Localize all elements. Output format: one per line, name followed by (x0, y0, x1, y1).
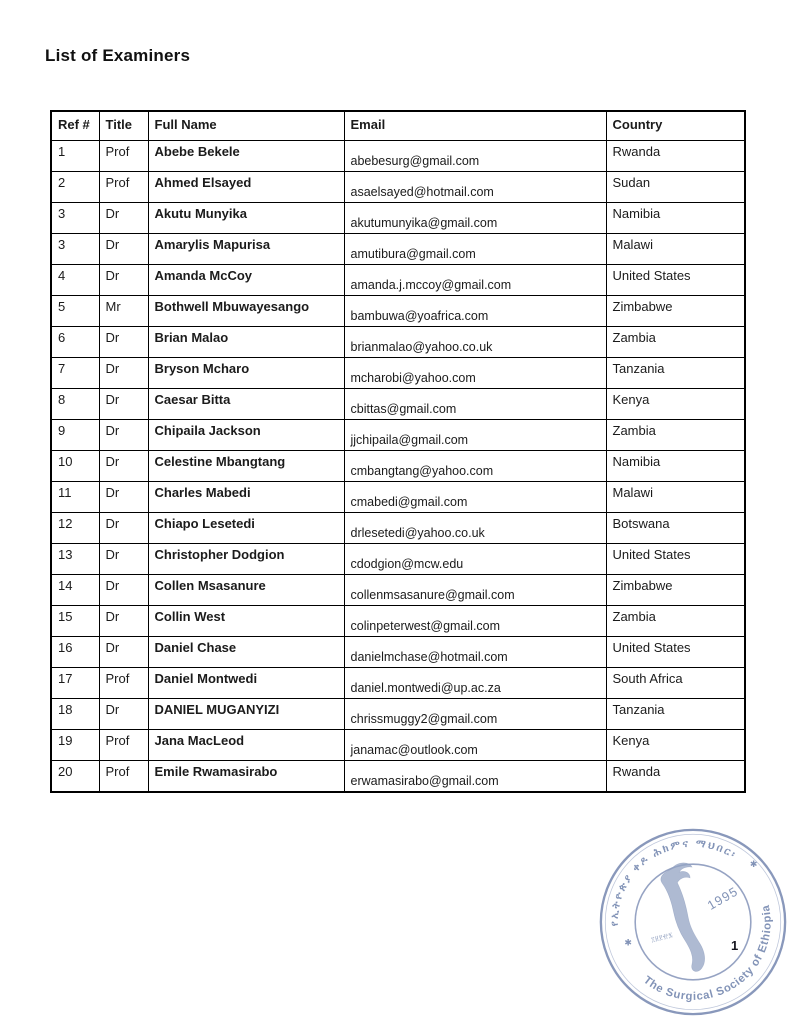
country-cell: Botswana (606, 513, 745, 544)
stamp-amharic-arc-text: የኢትዮጵያ ቀዶ ሕክምና ማህበር፡ (609, 838, 739, 927)
title-cell: Dr (99, 513, 148, 544)
header-name: Full Name (148, 111, 344, 141)
table-row (51, 296, 745, 327)
full-name-cell: DANIEL MUGANYIZI (148, 699, 344, 730)
email-cell: cmbangtang@yahoo.com (344, 451, 606, 482)
table-row (51, 513, 745, 544)
country-cell: Tanzania (606, 358, 745, 389)
title-cell: Prof (99, 172, 148, 203)
full-name-cell: Emile Rwamasirabo (148, 761, 344, 792)
title-cell: Dr (99, 544, 148, 575)
email-cell: brianmalao@yahoo.co.uk (344, 327, 606, 358)
country-cell: Sudan (606, 172, 745, 203)
email-cell: drlesetedi@yahoo.co.uk (344, 513, 606, 544)
table-row (51, 420, 745, 451)
ref-cell: 7 (51, 358, 99, 389)
stamp-year: 1995 (704, 883, 741, 913)
full-name-cell: Akutu Munyika (148, 203, 344, 234)
country-cell: Namibia (606, 451, 745, 482)
table-row (51, 668, 745, 699)
country-cell: Namibia (606, 203, 745, 234)
ref-cell: 16 (51, 637, 99, 668)
title-cell: Dr (99, 327, 148, 358)
country-cell: Zambia (606, 327, 745, 358)
full-name-cell: Amanda McCoy (148, 265, 344, 296)
stamp-emblem-icon (661, 863, 705, 972)
title-cell: Dr (99, 575, 148, 606)
email-cell: janamac@outlook.com (344, 730, 606, 761)
title-cell: Dr (99, 389, 148, 420)
full-name-cell: Caesar Bitta (148, 389, 344, 420)
title-cell: Dr (99, 482, 148, 513)
country-cell: Tanzania (606, 699, 745, 730)
table-row (51, 172, 745, 203)
page-number: 1 (731, 938, 739, 953)
title-cell: Mr (99, 296, 148, 327)
ref-cell: 19 (51, 730, 99, 761)
country-cell: United States (606, 544, 745, 575)
email-cell: asaelsayed@hotmail.com (344, 172, 606, 203)
email-cell: danielmchase@hotmail.com (344, 637, 606, 668)
table-row (51, 141, 745, 172)
table-header (51, 111, 745, 141)
full-name-cell: Collen Msasanure (148, 575, 344, 606)
table-row (51, 327, 745, 358)
ref-cell: 14 (51, 575, 99, 606)
full-name-cell: Collin West (148, 606, 344, 637)
table-row (51, 544, 745, 575)
society-stamp-seal (595, 824, 791, 1020)
email-cell: amutibura@gmail.com (344, 234, 606, 265)
table-row (51, 265, 745, 296)
country-cell: Zimbabwe (606, 296, 745, 327)
examiners-table (50, 110, 746, 793)
email-cell: collenmsasanure@gmail.com (344, 575, 606, 606)
full-name-cell: Brian Malao (148, 327, 344, 358)
email-cell: mcharobi@yahoo.com (344, 358, 606, 389)
email-cell: chrissmuggy2@gmail.com (344, 699, 606, 730)
title-cell: Prof (99, 730, 148, 761)
ref-cell: 4 (51, 265, 99, 296)
country-cell: Kenya (606, 389, 745, 420)
ref-cell: 18 (51, 699, 99, 730)
title-cell: Dr (99, 451, 148, 482)
ref-cell: 1 (51, 141, 99, 172)
ref-cell: 5 (51, 296, 99, 327)
title-cell: Prof (99, 141, 148, 172)
ref-cell: 9 (51, 420, 99, 451)
full-name-cell: Charles Mabedi (148, 482, 344, 513)
ref-cell: 10 (51, 451, 99, 482)
stamp-english-arc-text: The Surgical Society of Ethiopia (640, 903, 774, 1003)
full-name-cell: Bryson Mcharo (148, 358, 344, 389)
full-name-cell: Christopher Dodgion (148, 544, 344, 575)
country-cell: South Africa (606, 668, 745, 699)
title-cell: Dr (99, 699, 148, 730)
country-cell: Malawi (606, 234, 745, 265)
table-row (51, 451, 745, 482)
ref-cell: 13 (51, 544, 99, 575)
table-row (51, 482, 745, 513)
ref-cell: 15 (51, 606, 99, 637)
email-cell: daniel.montwedi@up.ac.za (344, 668, 606, 699)
full-name-cell: Amarylis Mapurisa (148, 234, 344, 265)
title-cell: Dr (99, 637, 148, 668)
header-country: Country (606, 111, 745, 141)
examiner-table-body (51, 141, 745, 792)
stamp-small-text: ፲፱፻፹፯ (650, 931, 674, 944)
stamp-star-right-icon: ✱ (749, 859, 758, 870)
full-name-cell: Abebe Bekele (148, 141, 344, 172)
ref-cell: 6 (51, 327, 99, 358)
country-cell: Zambia (606, 420, 745, 451)
page-title: List of Examiners (45, 46, 191, 65)
table-row (51, 699, 745, 730)
table-row (51, 203, 745, 234)
table-row (51, 358, 745, 389)
country-cell: Rwanda (606, 141, 745, 172)
full-name-cell: Jana MacLeod (148, 730, 344, 761)
stamp-star-left-icon: ✱ (624, 937, 632, 948)
title-cell: Dr (99, 420, 148, 451)
title-cell: Dr (99, 203, 148, 234)
email-cell: cdodgion@mcw.edu (344, 544, 606, 575)
full-name-cell: Daniel Montwedi (148, 668, 344, 699)
stamp-outer-ring (601, 830, 785, 1014)
header-email: Email (344, 111, 606, 141)
header-title: Title (99, 111, 148, 141)
country-cell: United States (606, 265, 745, 296)
title-cell: Dr (99, 265, 148, 296)
country-cell: Zambia (606, 606, 745, 637)
full-name-cell: Chiapo Lesetedi (148, 513, 344, 544)
email-cell: cmabedi@gmail.com (344, 482, 606, 513)
email-cell: akutumunyika@gmail.com (344, 203, 606, 234)
ref-cell: 3 (51, 203, 99, 234)
email-cell: colinpeterwest@gmail.com (344, 606, 606, 637)
table-row (51, 389, 745, 420)
table-row (51, 761, 745, 792)
email-cell: amanda.j.mccoy@gmail.com (344, 265, 606, 296)
table-row (51, 730, 745, 761)
header-ref: Ref # (51, 111, 99, 141)
title-cell: Prof (99, 668, 148, 699)
country-cell: Kenya (606, 730, 745, 761)
full-name-cell: Celestine Mbangtang (148, 451, 344, 482)
country-cell: Rwanda (606, 761, 745, 792)
table-row (51, 575, 745, 606)
ref-cell: 17 (51, 668, 99, 699)
table-row (51, 234, 745, 265)
full-name-cell: Daniel Chase (148, 637, 344, 668)
ref-cell: 20 (51, 761, 99, 792)
title-cell: Dr (99, 358, 148, 389)
ref-cell: 3 (51, 234, 99, 265)
title-cell: Dr (99, 606, 148, 637)
full-name-cell: Chipaila Jackson (148, 420, 344, 451)
country-cell: United States (606, 637, 745, 668)
email-cell: abebesurg@gmail.com (344, 141, 606, 172)
full-name-cell: Bothwell Mbuwayesango (148, 296, 344, 327)
email-cell: bambuwa@yoafrica.com (344, 296, 606, 327)
ref-cell: 12 (51, 513, 99, 544)
table-row (51, 637, 745, 668)
country-cell: Malawi (606, 482, 745, 513)
email-cell: jjchipaila@gmail.com (344, 420, 606, 451)
title-cell: Prof (99, 761, 148, 792)
title-cell: Dr (99, 234, 148, 265)
table-row (51, 606, 745, 637)
full-name-cell: Ahmed Elsayed (148, 172, 344, 203)
ref-cell: 8 (51, 389, 99, 420)
ref-cell: 2 (51, 172, 99, 203)
ref-cell: 11 (51, 482, 99, 513)
email-cell: erwamasirabo@gmail.com (344, 761, 606, 792)
email-cell: cbittas@gmail.com (344, 389, 606, 420)
country-cell: Zimbabwe (606, 575, 745, 606)
